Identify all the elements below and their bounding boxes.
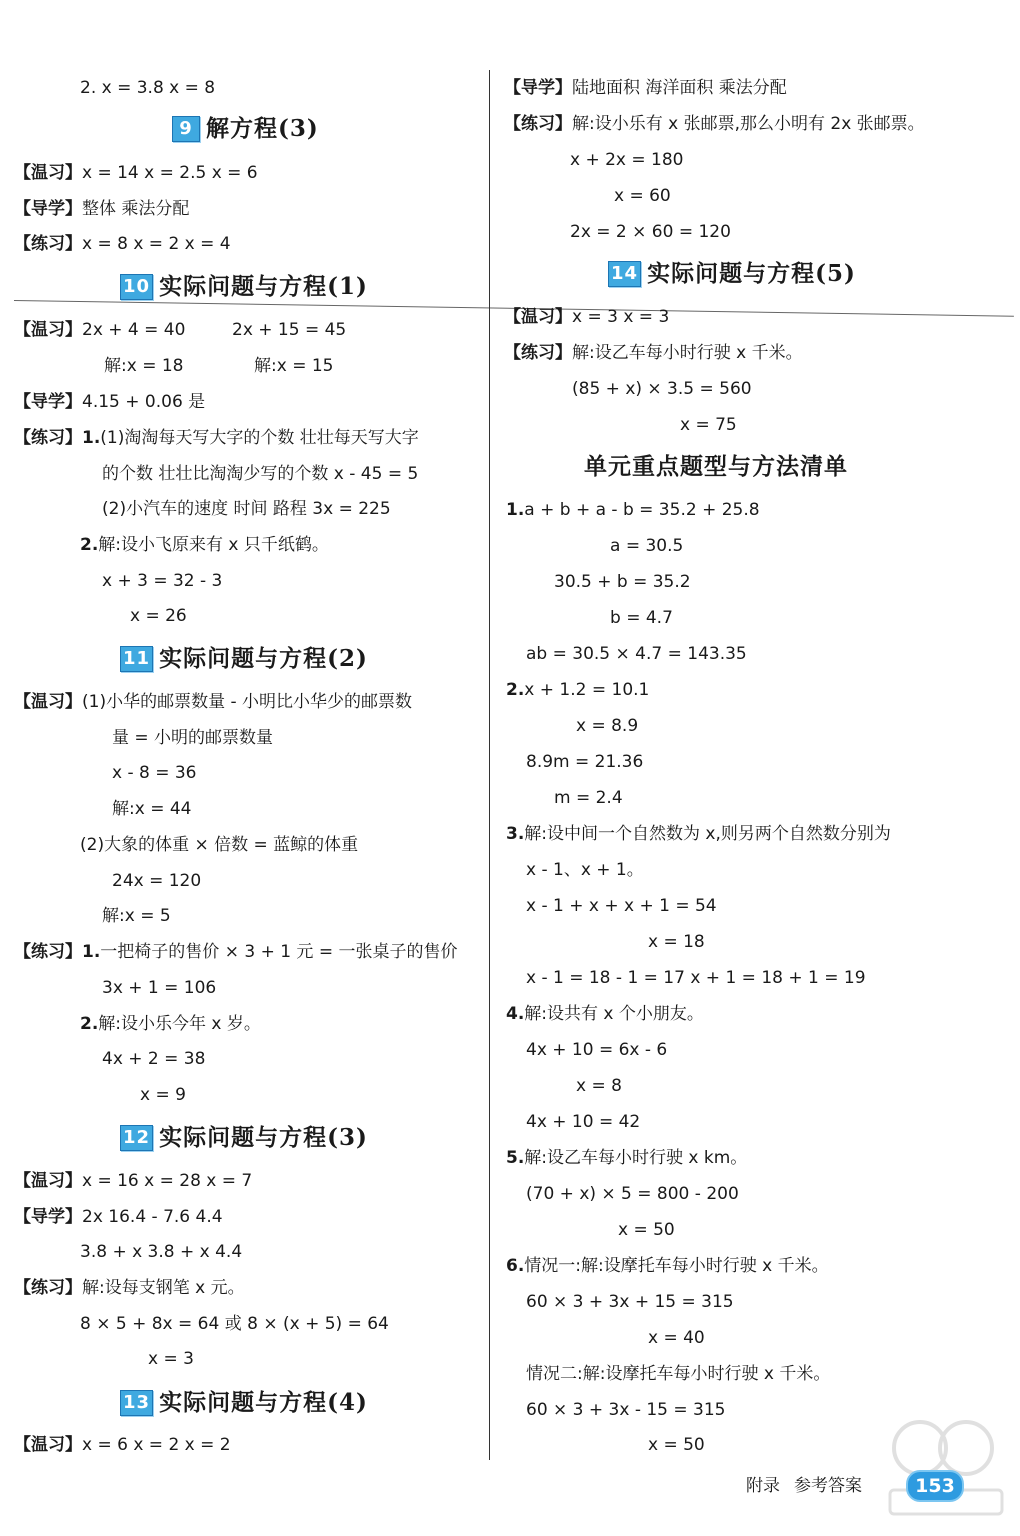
column-divider	[489, 70, 490, 1460]
answer-text: 解:设小乐今年 x 岁。	[98, 1014, 261, 1034]
answer-line	[506, 678, 649, 702]
equation: 2x + 15 = 45	[232, 320, 347, 340]
question-number: 2.	[80, 1014, 99, 1034]
section-heading-11	[120, 644, 368, 674]
answer-line	[506, 1146, 747, 1170]
answer-line: 的个数 壮壮比淘淘少写的个数 x - 45 = 5	[102, 464, 419, 484]
label-tag: 【练习】	[14, 942, 82, 962]
answer-text: 情况一:解:设摩托车每小时行驶 x 千米。	[524, 1256, 829, 1276]
equation: 8 × 5 + 8x = 64 或 8 × (x + 5) = 64	[80, 1314, 389, 1334]
section-number-badge: 10	[120, 274, 153, 300]
equation: x = 8	[576, 1076, 622, 1096]
answer-line: (2)大象的体重 × 倍数 = 蓝鲸的体重	[80, 835, 359, 855]
section-number-badge: 14	[608, 261, 641, 287]
answer-line: x - 1、x + 1。	[526, 860, 644, 880]
answer-text: 解:设小乐有 x 张邮票,那么小明有 2x 张邮票。	[572, 114, 925, 134]
page-footer	[746, 1471, 876, 1496]
equation: (70 + x) × 5 = 800 - 200	[526, 1184, 739, 1204]
equation: x - 1 + x + x + 1 = 54	[526, 896, 717, 916]
equation: (85 + x) × 3.5 = 560	[572, 379, 752, 399]
equation: x = 3	[148, 1349, 194, 1369]
equation: 3x + 1 = 106	[102, 978, 217, 998]
equation: m = 2.4	[554, 788, 623, 808]
equation: 60 × 3 + 3x + 15 = 315	[526, 1292, 734, 1312]
section-title: 解方程(3)	[206, 115, 319, 142]
section-heading-10	[120, 272, 368, 302]
answer-text: x = 6 x = 2 x = 2	[82, 1435, 231, 1455]
equation: x = 9	[140, 1085, 186, 1105]
answer-text: x = 8 x = 2 x = 4	[82, 234, 231, 254]
answer-line	[14, 1205, 223, 1229]
equation: 8.9m = 21.36	[526, 752, 644, 772]
answer-line	[14, 1169, 252, 1193]
answer-line	[14, 318, 185, 342]
answer-line	[14, 390, 205, 414]
label-tag: 【练习】	[14, 234, 82, 254]
section-title: 实际问题与方程(5)	[647, 260, 856, 287]
label-tag: 【导学】	[14, 1207, 82, 1227]
answer-line: (2)小汽车的速度 时间 路程 3x = 225	[102, 499, 391, 519]
answer-line	[14, 1433, 231, 1457]
equation: 2x + 4 = 40	[82, 320, 186, 340]
equation: x - 1 = 18 - 1 = 17 x + 1 = 18 + 1 = 19	[526, 968, 866, 988]
section-title: 实际问题与方程(2)	[159, 645, 368, 672]
answer-text: 4.15 + 0.06 是	[82, 392, 206, 412]
section-heading-14	[608, 259, 856, 289]
equation: a = 30.5	[610, 536, 684, 556]
answer-text: 一把椅子的售价 × 3 + 1 元 = 一张桌子的售价	[100, 942, 458, 962]
answer-line	[14, 197, 189, 221]
answer-text: 解:设共有 x 个小朋友。	[524, 1004, 704, 1024]
question-number: 2.	[506, 680, 525, 700]
section-title: 实际问题与方程(3)	[159, 1124, 368, 1151]
answer-line	[14, 232, 231, 256]
label-tag: 【温习】	[14, 1435, 82, 1455]
footer-appendix: 附录	[746, 1476, 780, 1496]
watermark-logo	[880, 1408, 1010, 1528]
label-tag: 【温习】	[14, 692, 82, 712]
answer-line: 3.8 + x 3.8 + x 4.4	[80, 1242, 243, 1262]
question-number: 2.	[80, 535, 99, 555]
equation: 4x + 10 = 42	[526, 1112, 641, 1132]
equation: x = 50	[648, 1435, 705, 1455]
answer-text: x = 16 x = 28 x = 7	[82, 1171, 253, 1191]
answer-line	[506, 822, 891, 846]
answer-line	[504, 112, 925, 136]
question-number: 3.	[506, 824, 525, 844]
section-number-badge: 12	[120, 1125, 153, 1151]
question-number: 4.	[506, 1004, 525, 1024]
equation: 24x = 120	[112, 871, 202, 891]
label-tag: 【导学】	[504, 78, 572, 98]
answer-text: 解:设乙车每小时行驶 x 千米。	[572, 343, 803, 363]
equation: b = 4.7	[610, 608, 673, 628]
equation: 4x + 2 = 38	[102, 1049, 206, 1069]
equation: x = 50	[618, 1220, 675, 1240]
answer-text: (1)小华的邮票数量 - 小明比小华少的邮票数	[82, 692, 413, 712]
answer-line: 情况二:解:设摩托车每小时行驶 x 千米。	[526, 1364, 831, 1384]
equation: x = 26	[130, 606, 187, 626]
answer-line	[504, 76, 787, 100]
equation: 4x + 10 = 6x - 6	[526, 1040, 668, 1060]
label-tag: 【温习】	[14, 163, 82, 183]
section-heading-12	[120, 1123, 368, 1153]
label-tag: 【温习】	[14, 1171, 82, 1191]
equation: x + 1.2 = 10.1	[524, 680, 650, 700]
answer-text: 整体 乘法分配	[82, 199, 190, 219]
label-tag: 【练习】	[14, 428, 82, 448]
label-tag: 【练习】	[504, 343, 572, 363]
label-tag: 【温习】	[504, 307, 572, 327]
answer-text: 解:设小飞原来有 x 只千纸鹤。	[98, 535, 329, 555]
equation: 60 × 3 + 3x - 15 = 315	[526, 1400, 726, 1420]
equation: 2x = 2 × 60 = 120	[570, 222, 731, 242]
section-title: 实际问题与方程(4)	[159, 1389, 368, 1416]
question-number: 6.	[506, 1256, 525, 1276]
answer-line: 2. x = 3.8 x = 8	[80, 78, 216, 98]
equation: x - 8 = 36	[112, 763, 197, 783]
answer-line	[504, 341, 803, 365]
answer-line	[14, 161, 258, 185]
equation: x = 18	[648, 932, 705, 952]
answer-text: x = 3 x = 3	[572, 307, 670, 327]
section-heading-13	[120, 1388, 368, 1418]
section-title: 实际问题与方程(1)	[159, 273, 368, 300]
label-tag: 【练习】	[504, 114, 572, 134]
page-number-badge: 153	[906, 1470, 964, 1502]
answer-line	[506, 1002, 704, 1026]
answer-line	[506, 498, 760, 522]
answer-text: 解:设乙车每小时行驶 x km。	[524, 1148, 748, 1168]
equation: 解:x = 15	[254, 356, 334, 376]
equation: 解:x = 44	[112, 799, 192, 819]
question-number: 1.	[506, 500, 525, 520]
equation: x + 2x = 180	[570, 150, 684, 170]
question-number: 1.	[82, 942, 101, 962]
answer-line	[80, 533, 329, 557]
section-number-badge: 11	[120, 646, 153, 672]
answer-text: (1)淘淘每天写大字的个数 壮壮每天写大字	[100, 428, 419, 448]
section-heading-9	[172, 114, 319, 144]
answer-line	[14, 426, 419, 450]
question-number: 5.	[506, 1148, 525, 1168]
equation: x = 40	[648, 1328, 705, 1348]
section-number-badge: 9	[172, 116, 200, 142]
equation: 解:x = 18	[104, 356, 184, 376]
answer-text: 解:设中间一个自然数为 x,则另两个自然数分别为	[524, 824, 891, 844]
equation: a + b + a - b = 35.2 + 25.8	[524, 500, 760, 520]
answer-text: 2x 16.4 - 7.6 4.4	[82, 1207, 223, 1227]
answer-text: 陆地面积 海洋面积 乘法分配	[572, 78, 787, 98]
equation: x = 60	[614, 186, 671, 206]
equation: x = 75	[680, 415, 737, 435]
unit-summary-title: 单元重点题型与方法清单	[584, 453, 848, 480]
equation: x + 3 = 32 - 3	[102, 571, 223, 591]
footer-answers: 参考答案	[794, 1476, 862, 1496]
answer-line: 量 = 小明的邮票数量	[112, 728, 274, 748]
equation: ab = 30.5 × 4.7 = 143.35	[526, 644, 747, 664]
answer-text: x = 14 x = 2.5 x = 6	[82, 163, 258, 183]
answer-text: 解:设每支钢笔 x 元。	[82, 1278, 245, 1298]
equation: 30.5 + b = 35.2	[554, 572, 691, 592]
label-tag: 【导学】	[14, 199, 82, 219]
answer-line	[80, 1012, 261, 1036]
answer-line	[504, 305, 669, 329]
answer-line	[506, 1254, 829, 1278]
question-number: 1.	[82, 428, 101, 448]
answer-line	[14, 940, 458, 964]
equation: x = 8.9	[576, 716, 639, 736]
label-tag: 【温习】	[14, 320, 82, 340]
label-tag: 【导学】	[14, 392, 82, 412]
equation: 解:x = 5	[102, 906, 171, 926]
answer-line	[14, 690, 412, 714]
answer-line	[14, 1276, 245, 1300]
section-number-badge: 13	[120, 1390, 153, 1416]
label-tag: 【练习】	[14, 1278, 82, 1298]
